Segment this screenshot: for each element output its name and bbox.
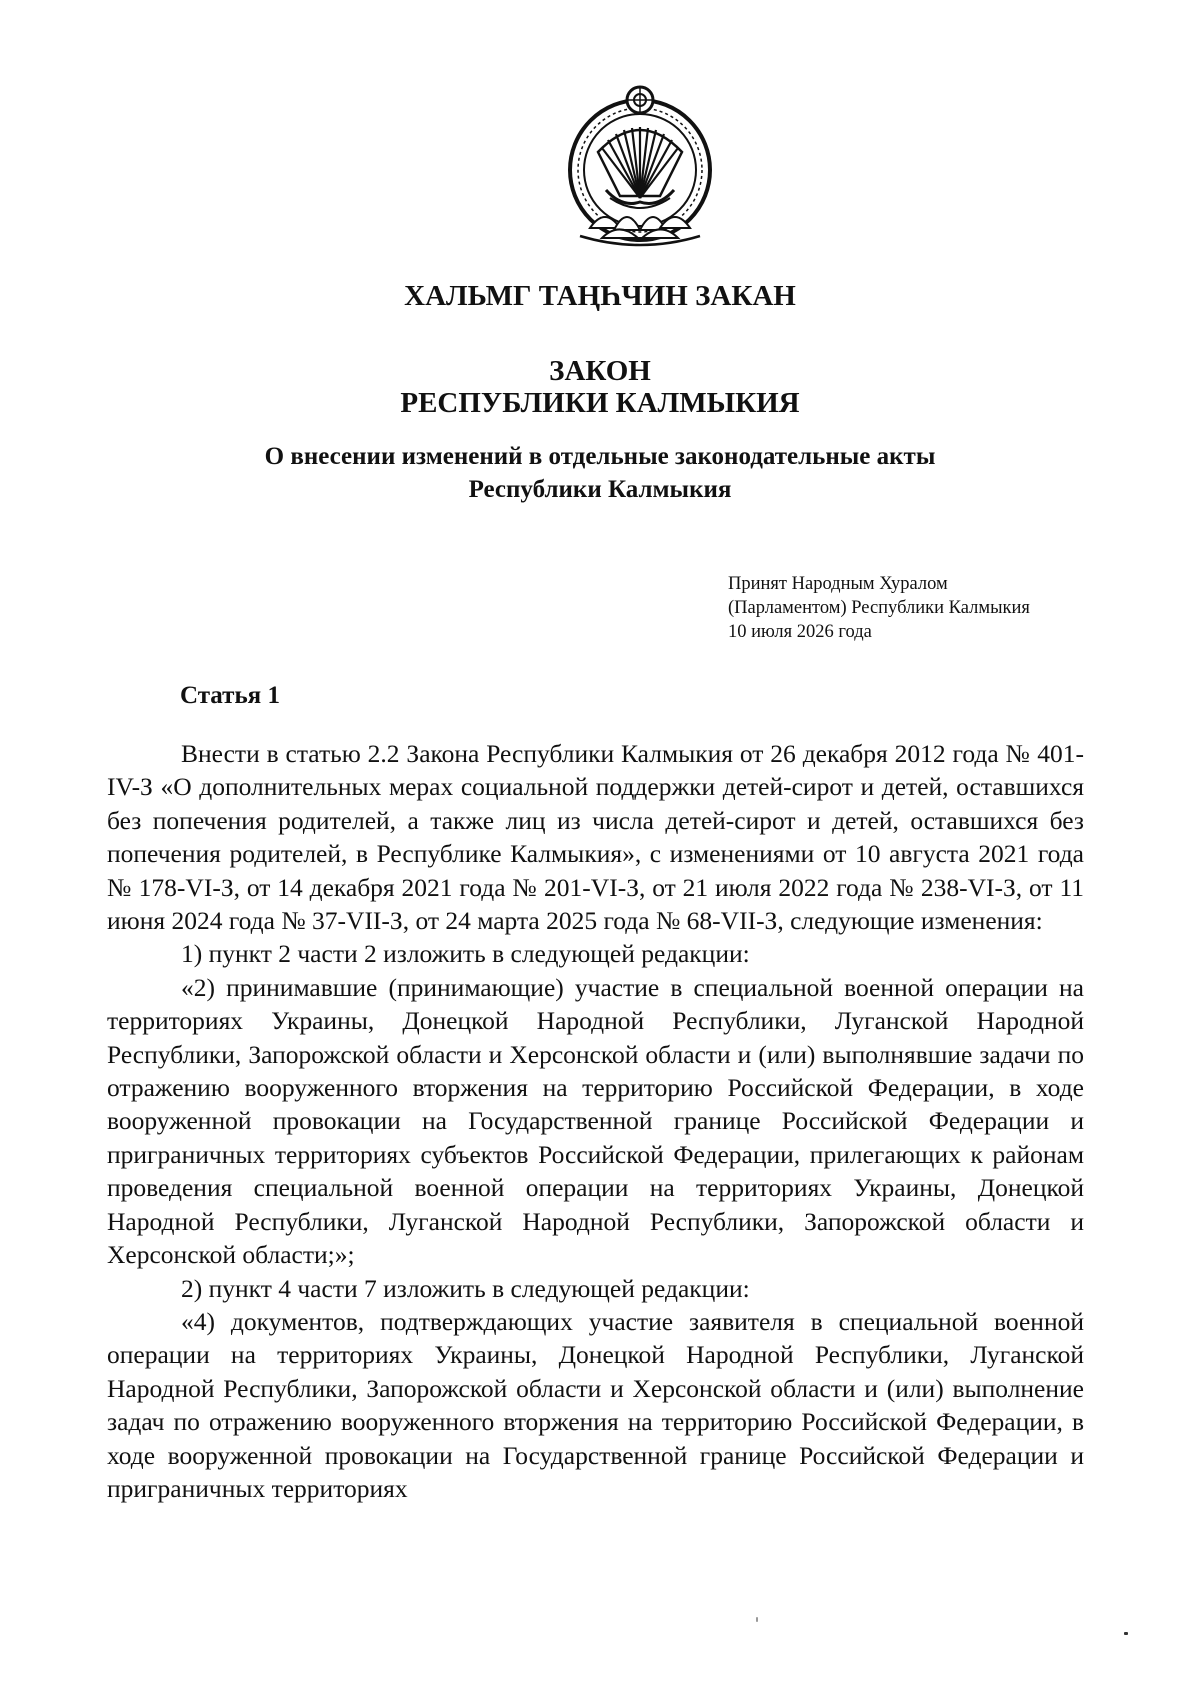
adoption-note: [728, 572, 1128, 644]
law-subject: [0, 440, 1200, 506]
republic-title: РЕСПУБЛИКИ КАЛМЫКИЯ: [400, 387, 800, 419]
article-body: [107, 737, 1084, 1505]
law-title: ЗАКОН: [549, 355, 651, 387]
paragraph: «4) документов, подтверждающих участие заявителя в специальной военной операции на территориях Украины, Донецкой Народной Республики, Луганской Народной Республики, Запорожской области и Херсонской области и (или) выполнение задач по отражению вооруженного вторжения на территорию Российской Федерации, в ходе вооруженной провокации на Государственной границе Российской Федерации и приграничных территориях: [107, 1306, 1084, 1503]
paragraph: Внести в статью 2.2 Закона Республики Калмыкия от 26 декабря 2012 года № 401-IV-З «О дополнительных мерах социальной поддержки детей-сирот и детей, оставшихся без попечения родителей, а также лиц из числа детей-сирот и детей, оставшихся без попечения родителей, в Республике Калмыкия», с изменениями от 10 августа 2021 года № 178-VI-З, от 14 декабря 2021 года № 201-VI-З, от 21 июля 2022 года № 238-VI-З, от 11 июня 2024 года № 37-VII-З, от 24 марта 2025 года № 68-VII-З, следующие изменения:: [107, 739, 1084, 936]
paragraph: «2) принимавшие (принимающие) участие в специальной военной операции на территориях Украины, Донецкой Народной Республики, Луганской Народной Республики, Запорожской области и Херсонской области и (или) выполнявшие задачи по отражению вооруженного вторжения на территорию Российской Федерации, в ходе вооруженной провокации на Государственной границе Российской Федерации и приграничных территориях субъектов Российской Федерации, прилегающих к районам проведения специальной военной операции на территориях Украины, Донецкой Народной Республики, Луганской Народной Республики, Запорожской области и Херсонской области;»;: [107, 972, 1084, 1270]
adoption-line: (Парламентом) Республики Калмыкия: [728, 598, 1030, 618]
subject-line: О внесении изменений в отдельные законодательные акты: [264, 443, 936, 470]
adoption-date: 10 июля 2026 года: [728, 622, 872, 642]
coat-of-arms-icon: [550, 78, 730, 258]
paragraph: 2) пункт 4 части 7 изложить в следующей редакции:: [181, 1273, 750, 1303]
kalmyk-title: ХАЛЬМГ ТАҢҺЧИН ЗАКАН: [404, 280, 796, 312]
adoption-line: Принят Народным Хуралом: [728, 574, 948, 594]
subject-line: Республики Калмыкия: [468, 476, 732, 503]
scan-speck: [1124, 1632, 1128, 1635]
scan-speck: [756, 1617, 758, 1622]
paragraph: 1) пункт 2 части 2 изложить в следующей редакции:: [181, 939, 750, 969]
article-title: Статья 1: [180, 682, 280, 709]
